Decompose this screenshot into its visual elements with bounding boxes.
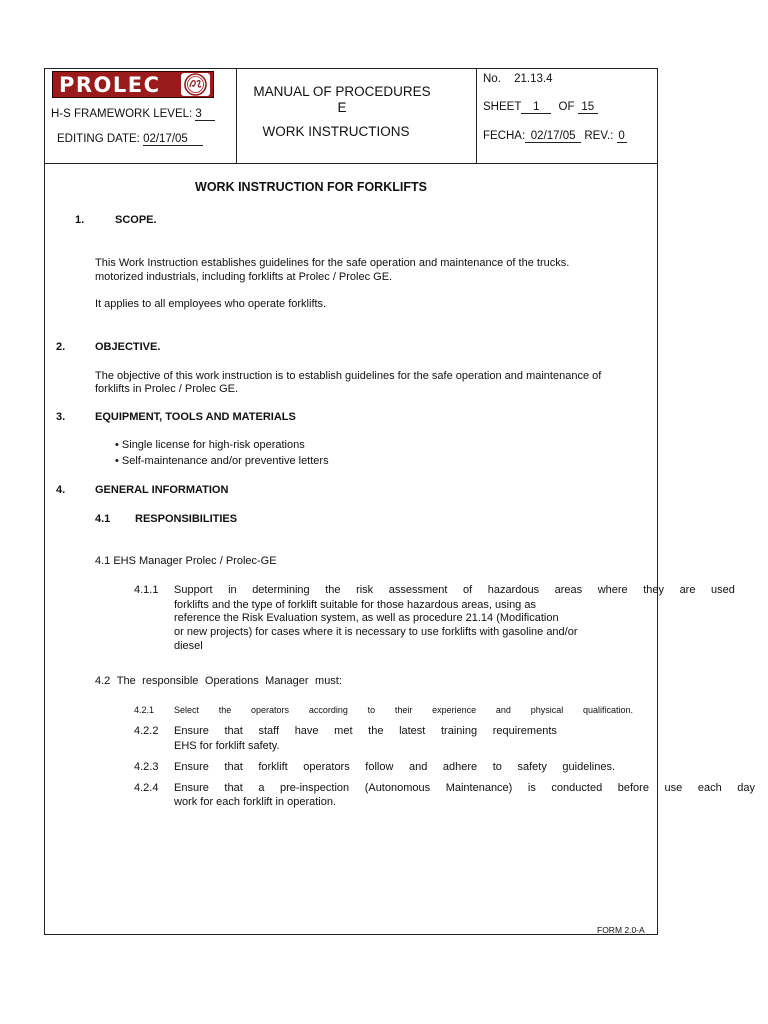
word: pre-inspection [280,782,350,794]
manual-title-line1: MANUAL OF PROCEDURES [253,84,431,99]
framework-level [51,108,215,121]
item-4-2-2-line1 [174,724,557,738]
objective-paragraph-line2: forklifts in Prolec / Prolec GE. [95,383,239,395]
item-4-1-1-number: 4.1.1 [134,584,159,596]
word: operators [251,705,290,715]
word: determining [252,584,310,596]
word: Maintenance) [445,782,513,794]
word: and [495,705,511,715]
item-4-1-1-line5: diesel [174,640,203,652]
word: Ensure [174,782,209,794]
responsibilities-heading: RESPONSIBILITIES [135,513,238,525]
form-number: FORM 2.0-A [597,925,645,935]
item-4-1-1-line3: reference the Risk Evaluation system, as well as procedure 21.14 (Modification [174,612,559,624]
word: safety [517,761,547,773]
word: they [643,584,665,596]
objective-number: 2. [56,341,66,353]
word: before [617,782,649,794]
item-4-1-1-line4: or new projects) for cases where it is necessary to use forklifts with gasoline and/or [174,626,578,638]
sheet-value: 1 [521,101,551,114]
word: 4.2 [95,675,111,687]
item-4-2-2-number: 4.2.2 [134,725,159,737]
ehs-manager-heading: 4.1 EHS Manager Prolec / Prolec-GE [95,555,277,567]
word: Select [174,705,200,715]
header-divider [44,163,658,164]
editing-date [57,133,203,146]
word: Operations [204,675,259,687]
sheet-info [483,101,598,114]
objective-paragraph-line1: The objective of this work instruction is to establish guidelines for the safe operation and maintenance of [95,370,602,382]
word: staff [258,725,280,737]
operations-manager-heading [95,674,342,688]
responsibilities-number: 4.1 [95,513,111,525]
fecha-value: 02/17/05 [525,130,581,143]
word: used [711,584,735,596]
sheet-label: SHEET [483,101,522,113]
header-column-divider-1 [236,68,237,163]
word: (Autonomous [364,782,431,794]
item-4-2-4-number: 4.2.4 [134,782,159,794]
scope-number: 1. [75,214,85,226]
manual-title-line3: WORK INSTRUCTIONS [262,124,410,139]
word: qualification. [582,705,633,715]
item-4-2-2-line2: EHS for forklift safety. [174,740,280,752]
scope-heading: SCOPE. [115,214,157,226]
scope-paragraph-2: It applies to all employees who operate forklifts. [95,298,327,310]
header-column-divider-2 [476,68,477,163]
item-4-1-1-line1 [174,583,735,597]
word: is [527,782,536,794]
word: where [597,584,628,596]
word: the [368,725,384,737]
objective-heading: OBJECTIVE. [95,341,161,353]
word: use [664,782,683,794]
word: to [492,761,502,773]
document-number-label: No. [483,73,501,85]
logo-wordmark: PROLEC [59,73,161,97]
item-4-2-4-line1 [174,781,755,795]
word: that [224,782,243,794]
word: the [325,584,341,596]
word: Ensure [174,725,209,737]
page-frame [44,68,658,935]
word: experience [432,705,477,715]
of-value: 15 [578,101,598,114]
word: assessment [388,584,448,596]
equipment-item: • Self-maintenance and/or preventive letters [115,455,329,467]
word: The [116,675,136,687]
fecha-label: FECHA: [483,130,526,142]
word: their [394,705,413,715]
word: Support [174,584,213,596]
rev-label: REV.: [584,130,614,142]
word: each [697,782,722,794]
word: guidelines. [562,761,615,773]
item-4-2-3-number: 4.2.3 [134,761,159,773]
word: have [294,725,319,737]
item-4-1-1-line2: forklifts and the type of forklift suitable for those hazardous areas, using as [174,599,536,611]
word: Ensure [174,761,209,773]
word: training [440,725,478,737]
word: in [228,584,237,596]
document-number-value: 21.13.4 [514,73,553,85]
word: requirements [492,725,557,737]
equipment-number: 3. [56,411,66,423]
manual-title-line2: E [337,100,347,115]
word: latest [399,725,426,737]
word: forklift [258,761,288,773]
scope-paragraph-line2: motorized industrials, including forklifts at Prolec / Prolec GE. [95,271,393,283]
word: conducted [551,782,603,794]
framework-level-label: H-S FRAMEWORK LEVEL: [51,108,193,120]
word: physical [530,705,564,715]
document-title: WORK INSTRUCTION FOR FORKLIFTS [195,180,427,194]
ge-monogram-icon [181,73,210,96]
word: operators [303,761,350,773]
word: areas [554,584,583,596]
word: adhere [442,761,478,773]
general-number: 4. [56,484,66,496]
word: hazardous [487,584,540,596]
word: a [258,782,265,794]
item-4-2-1-number: 4.2.1 [134,705,155,715]
word: Manager [265,675,309,687]
word: follow [365,761,394,773]
word: of [462,584,473,596]
word: met [334,725,353,737]
general-heading: GENERAL INFORMATION [95,484,229,496]
of-label: OF [558,101,575,113]
word: responsible [142,675,199,687]
document-number [483,73,552,85]
word: and [408,761,428,773]
item-4-2-1-text [174,703,633,717]
word: are [679,584,696,596]
scope-paragraph-line1: This Work Instruction establishes guidelines for the safe operation and maintenance of the trucks. [95,257,570,269]
word: that [224,761,243,773]
fecha-rev [483,130,627,143]
framework-level-value: 3 [195,108,215,121]
word: risk [356,584,374,596]
equipment-item: • Single license for high-risk operations [115,439,305,451]
editing-date-value: 02/17/05 [143,133,203,146]
prolec-logo [52,71,214,98]
word: to [367,705,376,715]
item-4-2-3-text [174,760,615,774]
word: the [218,705,232,715]
equipment-heading: EQUIPMENT, TOOLS AND MATERIALS [95,411,296,423]
rev-value: 0 [618,130,625,142]
word: according [308,705,348,715]
word: must: [315,675,342,687]
editing-date-label: EDITING DATE: [57,133,140,145]
word: that [224,725,243,737]
item-4-2-4-line2: work for each forklift in operation. [174,796,337,808]
word: day [737,782,755,794]
